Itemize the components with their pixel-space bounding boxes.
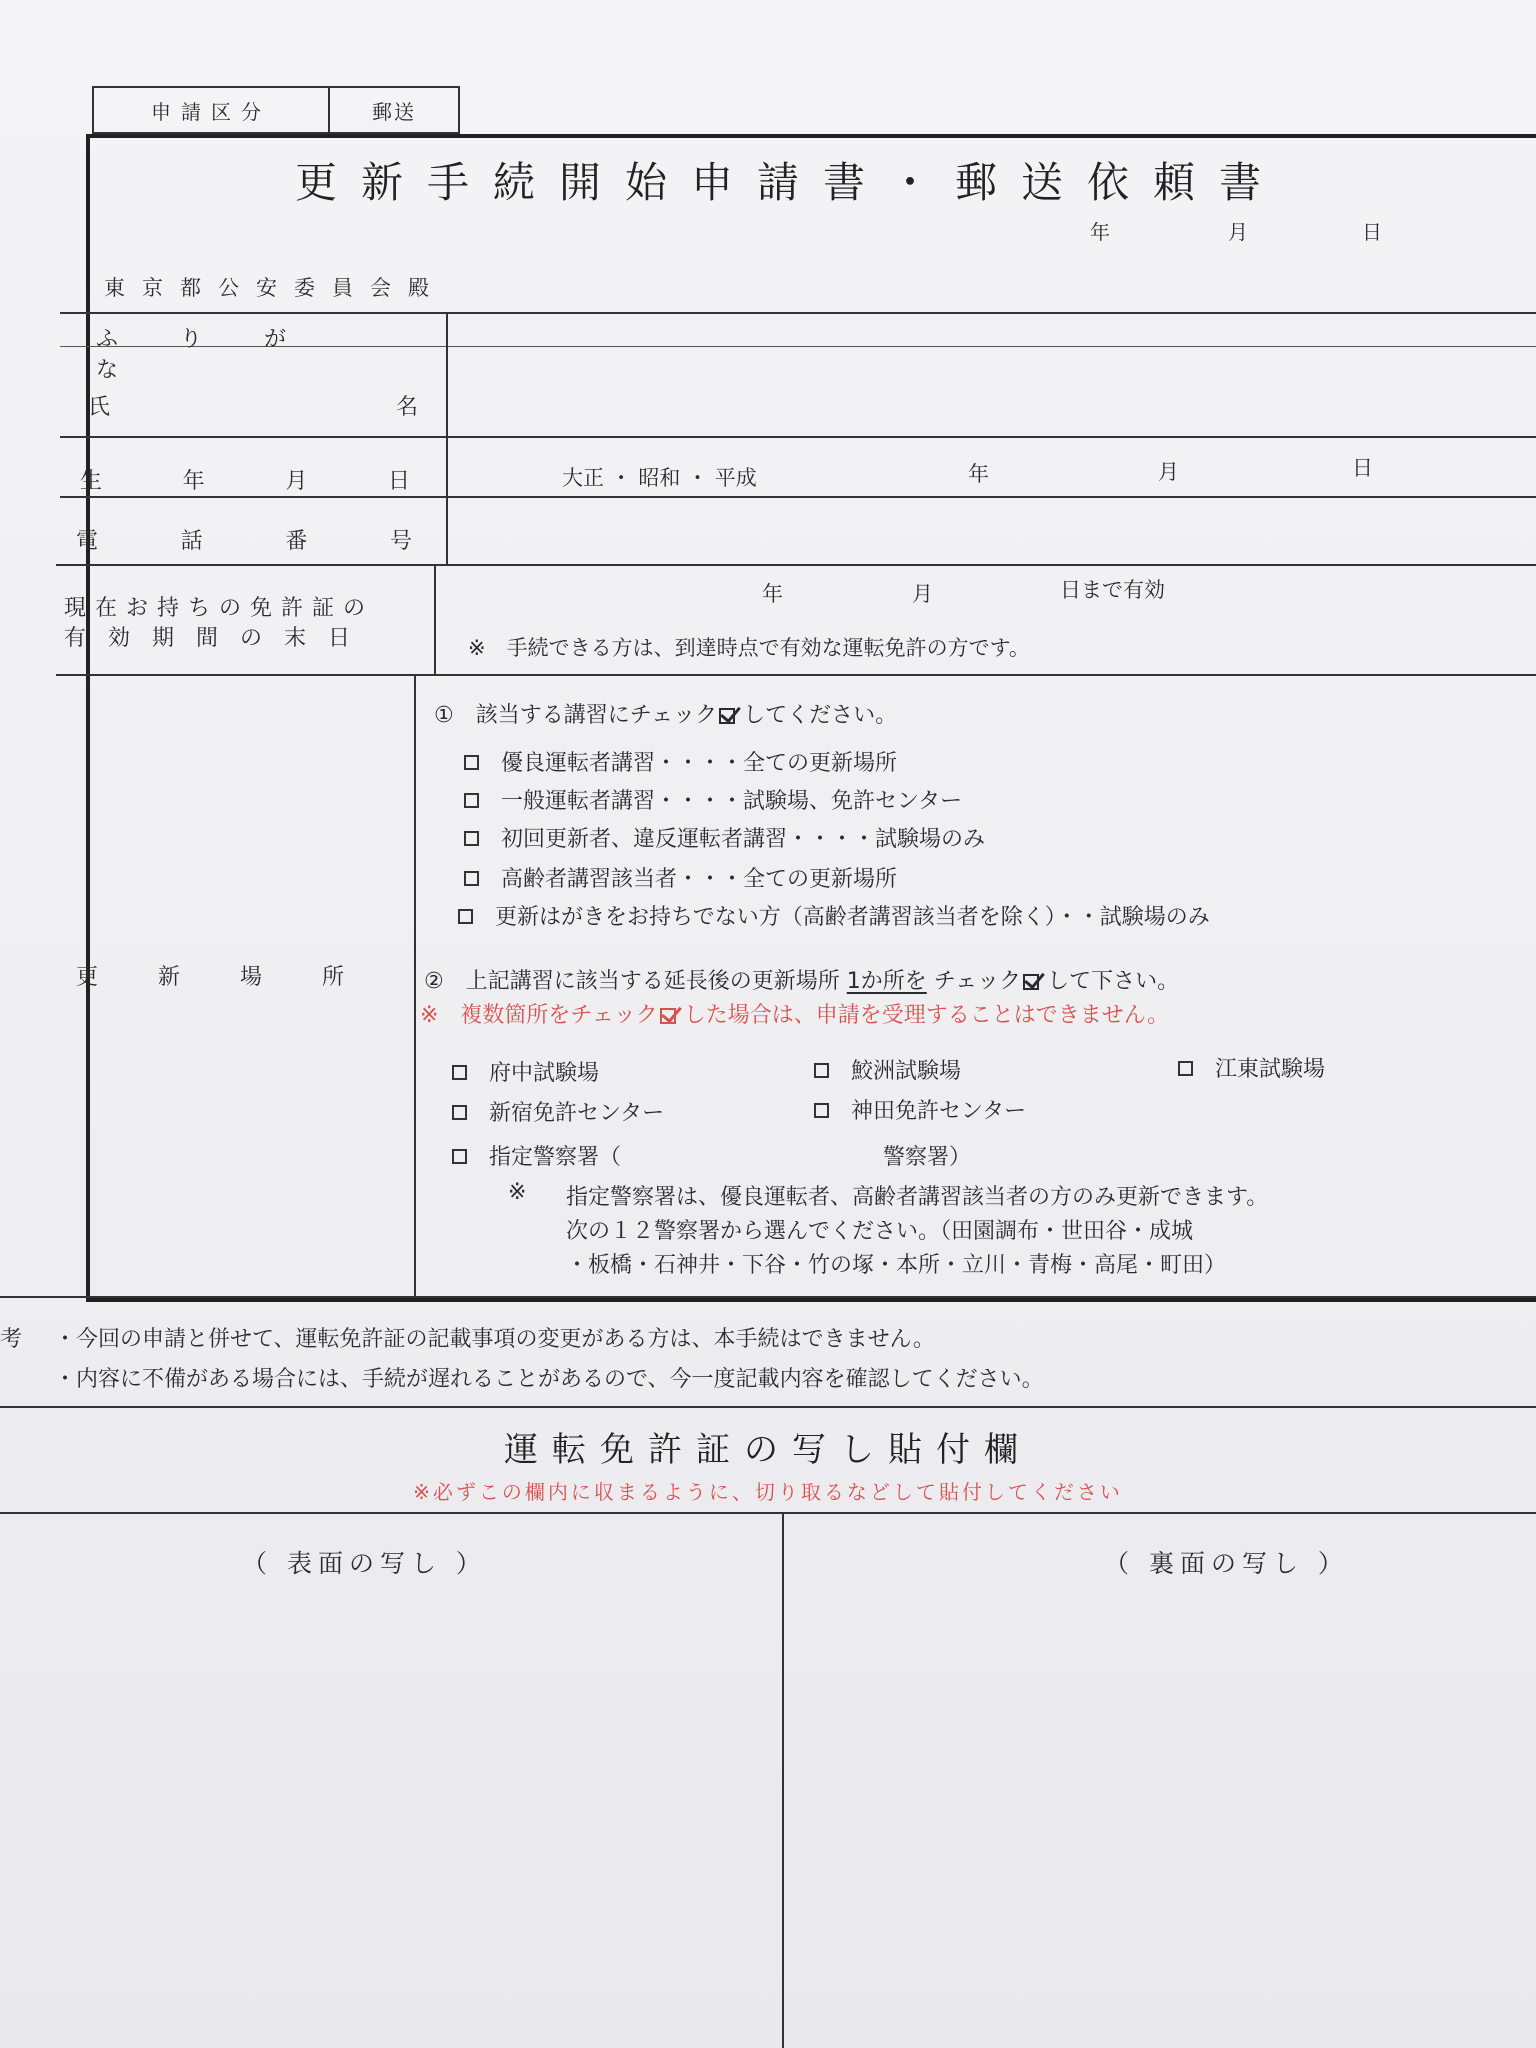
- label-name: 氏 名: [88, 395, 418, 420]
- expiry-month[interactable]: 月: [912, 582, 933, 606]
- checkbox[interactable]: [814, 1063, 829, 1078]
- furigana-input[interactable]: [448, 314, 1536, 346]
- checkbox[interactable]: [814, 1103, 829, 1118]
- date-year[interactable]: 年: [1090, 220, 1110, 244]
- checkmark-icon: [719, 705, 741, 727]
- paste-area-title: 運転免許証の写し貼付欄: [504, 1430, 1032, 1470]
- application-category-box: [92, 86, 460, 134]
- birth-month[interactable]: 月: [1158, 460, 1179, 484]
- paste-area-note: ※必ずこの欄内に収まるように、切り取るなどして貼付してください: [413, 1480, 1123, 1504]
- rule-phone: [56, 564, 1536, 566]
- checkbox[interactable]: [452, 1149, 467, 1164]
- checkbox[interactable]: [1178, 1061, 1193, 1076]
- remarks-label: 考: [0, 1327, 23, 1352]
- checkbox[interactable]: [464, 793, 479, 808]
- section2-heading: ② 上記講習に該当する延長後の更新場所 1か所を チェック して下さい。: [424, 969, 1180, 994]
- checkbox[interactable]: [452, 1105, 467, 1120]
- col-divider-expiry: [434, 564, 436, 676]
- label-venue: 更 新 場 所: [76, 965, 344, 990]
- venue-option[interactable]: 神田免許センター: [814, 1094, 1026, 1125]
- label-furigana: ふりがな: [96, 327, 349, 383]
- section1-heading: ① 該当する講習にチェック してください。: [434, 703, 898, 728]
- section2-warning: ※ 複数箇所をチェック した場合は、申請を受理することはできません。: [420, 1003, 1170, 1028]
- expiry-day-valid[interactable]: 日まで有効: [1060, 578, 1165, 602]
- checkmark-icon: [660, 1005, 682, 1027]
- checkbox[interactable]: [458, 909, 473, 924]
- front-copy-label: （ 表面の写し ）: [242, 1549, 487, 1578]
- course-option[interactable]: 一般運転者講習・・・・試験場、免許センター: [464, 784, 962, 815]
- birth-year[interactable]: 年: [968, 462, 989, 486]
- course-option[interactable]: 優良運転者講習・・・・全ての更新場所: [464, 746, 897, 777]
- label-birthdate: 生 年 月 日: [80, 469, 410, 494]
- expiry-year[interactable]: 年: [762, 582, 783, 606]
- venue-option-police[interactable]: 指定警察署（ 警察署）: [452, 1140, 971, 1171]
- expiry-note: ※ 手続できる方は、到達時点で有効な運転免許の方です。: [468, 636, 1030, 660]
- checkbox[interactable]: [464, 871, 479, 886]
- category-label: 申請区分: [94, 88, 330, 132]
- course-option[interactable]: 初回更新者、違反運転者講習・・・・試験場のみ: [464, 822, 985, 853]
- paste-divider: [782, 1512, 784, 2048]
- col-divider-venue: [414, 674, 416, 1298]
- label-expiry: 現在お持ちの免許証の 有効期間の末日: [64, 596, 375, 651]
- rule-remarks-bottom: [0, 1406, 1536, 1408]
- back-copy-label: （ 裏面の写し ）: [1104, 1549, 1349, 1578]
- rule-venue-bottom: [0, 1296, 1536, 1298]
- checkbox[interactable]: [464, 755, 479, 770]
- addressee: 東京都公安委員会殿: [104, 276, 446, 300]
- remarks-line-1: ・今回の申請と併せて、運転免許証の記載事項の変更がある方は、本手続はできません。: [54, 1327, 935, 1352]
- form-title: 更新手続開始申請書・郵送依頼書: [294, 158, 1285, 207]
- police-note-2: 次の１２警察署から選んでください。（田園調布・世田谷・成城: [566, 1219, 1194, 1244]
- remarks-line-2: ・内容に不備がある場合には、手続が遅れることがあるので、今一度記載内容を確認してください。: [54, 1367, 1044, 1392]
- venue-option[interactable]: 江東試験場: [1178, 1052, 1325, 1083]
- venue-option[interactable]: 新宿免許センター: [452, 1096, 664, 1127]
- front-copy-paste-zone[interactable]: [0, 1514, 780, 2048]
- birth-day[interactable]: 日: [1352, 456, 1373, 480]
- course-option[interactable]: 高齢者講習該当者・・・全ての更新場所: [464, 862, 897, 893]
- checkmark-icon: [1023, 971, 1045, 993]
- venue-option[interactable]: 府中試験場: [452, 1056, 599, 1087]
- venue-option[interactable]: 鮫洲試験場: [814, 1054, 961, 1085]
- back-copy-paste-zone[interactable]: [786, 1514, 1536, 2048]
- checkbox[interactable]: [452, 1065, 467, 1080]
- rule-expiry: [56, 674, 1536, 676]
- police-note-3: ・板橋・石神井・下谷・竹の塚・本所・立川・青梅・高尾・町田）: [566, 1253, 1227, 1278]
- police-note-1: 指定警察署は、優良運転者、高齢者講習該当者の方のみ更新できます。: [566, 1185, 1269, 1210]
- police-note-mark: ※: [508, 1180, 527, 1205]
- date-day[interactable]: 日: [1362, 220, 1382, 244]
- name-input[interactable]: [448, 348, 1536, 436]
- checkbox[interactable]: [464, 831, 479, 846]
- category-value: 郵送: [372, 99, 416, 124]
- label-phone: 電 話 番 号: [76, 529, 412, 554]
- date-month[interactable]: 月: [1228, 220, 1248, 244]
- phone-input[interactable]: [448, 498, 1536, 564]
- rule-name: [60, 436, 1536, 438]
- course-option[interactable]: 更新はがきをお持ちでない方（高齢者講習該当者を除く）・・試験場のみ: [458, 900, 1210, 931]
- birth-era-options[interactable]: 大正 ・ 昭和 ・ 平成: [562, 466, 757, 490]
